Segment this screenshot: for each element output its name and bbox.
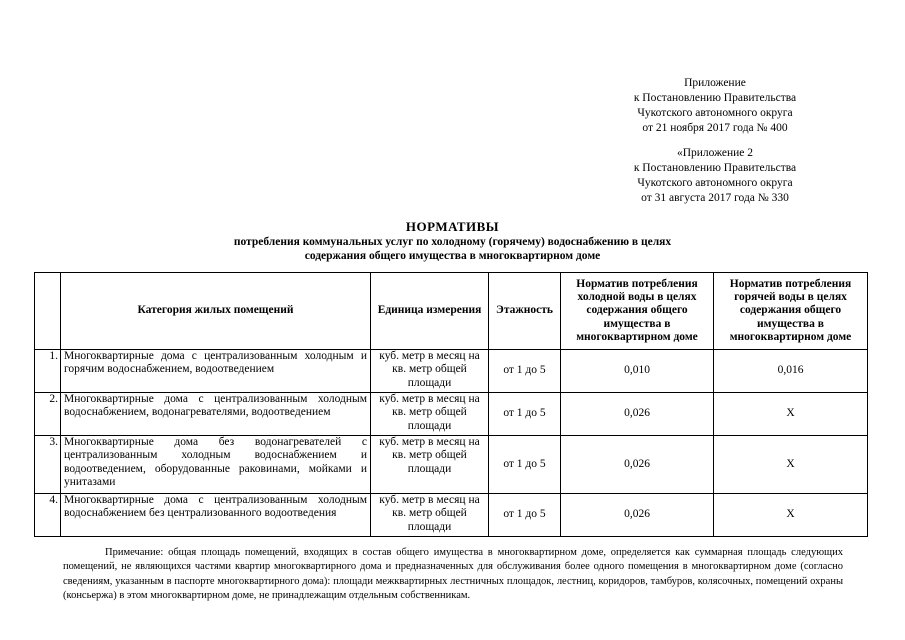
appendix-2-line: от 31 августа 2017 года № 330: [641, 192, 789, 204]
row-hot-water-value: Х: [714, 436, 868, 494]
appendix-2-line: к Постановлению Правительства: [633, 162, 797, 174]
row-category: Многоквартирные дома с централизованным холодным и горячим водоснабжением, водоотведением: [61, 350, 371, 393]
table-row: [35, 494, 868, 537]
row-floors: от 1 до 5: [489, 494, 561, 537]
header-floors: Этажность: [489, 273, 561, 350]
row-number: 1.: [35, 350, 61, 393]
header-hot-water-norm: Норматив потребления горячей воды в целях содержания общего имущества в многоквартирном доме: [714, 273, 868, 350]
row-cold-water-value: 0,010: [561, 350, 714, 393]
appendix-1-line: к Постановлению Правительства: [633, 92, 797, 104]
row-number: 4.: [35, 494, 61, 537]
row-category: Многоквартирные дома с централизованным холодным водоснабжением, водонагревателями, водоотведением: [61, 393, 371, 436]
row-number: 3.: [35, 436, 61, 494]
row-category: Многоквартирные дома с централизованным холодным водоснабжением без централизованного водоотведения: [61, 494, 371, 537]
row-unit: куб. метр в месяц на кв. метр общей площади: [371, 393, 489, 436]
row-floors: от 1 до 5: [489, 350, 561, 393]
row-floors: от 1 до 5: [489, 436, 561, 494]
row-cold-water-value: 0,026: [561, 436, 714, 494]
header-cold-water-norm: Норматив потребления холодной воды в целях содержания общего имущества в многоквартирном доме: [561, 273, 714, 350]
header-unit: Единица измерения: [371, 273, 489, 350]
appendix-1-line: Приложение: [684, 77, 746, 89]
row-floors: от 1 до 5: [489, 393, 561, 436]
row-number: 2.: [35, 393, 61, 436]
row-cold-water-value: 0,026: [561, 393, 714, 436]
document-title: НОРМАТИВЫ: [405, 219, 500, 234]
norms-table: [34, 272, 868, 537]
appendix-2-header: [600, 146, 830, 206]
document-subtitle-line: потребления коммунальных услуг по холодному (горячему) водоснабжению в целях: [233, 236, 672, 248]
table-header-row: [35, 273, 868, 350]
table-note: Примечание: общая площадь помещений, входящих в состав общего имущества в многоквартирном доме, определяется как суммарная площадь следующих помещений, не являющихся частями квартир многоквартирного дома и предназначенных для обслуживания более одного помещения в многоквартирном доме (согласно сведениям, указанным в паспорте многоквартирного дома): площади межквартирных лестничных площадок, лестниц, коридоров, тамбуров, колясочных, помещений охраны (консьержа) в этом многоквартирном доме, не принадлежащим отдельным собственникам.: [63, 547, 843, 601]
appendix-1-line: от 21 ноября 2017 года № 400: [642, 122, 788, 134]
row-cold-water-value: 0,026: [561, 494, 714, 537]
table-row: [35, 436, 868, 494]
header-num: [35, 273, 61, 350]
appendix-1-header: [600, 76, 830, 136]
table-row: [35, 393, 868, 436]
row-unit: куб. метр в месяц на кв. метр общей площади: [371, 436, 489, 494]
row-unit: куб. метр в месяц на кв. метр общей площади: [371, 350, 489, 393]
appendix-2-line: Чукотского автономного округа: [637, 177, 793, 189]
row-hot-water-value: Х: [714, 393, 868, 436]
appendix-1-line: Чукотского автономного округа: [637, 107, 793, 119]
row-hot-water-value: Х: [714, 494, 868, 537]
appendix-2-line: «Приложение 2: [676, 147, 754, 159]
table-row: [35, 350, 868, 393]
row-category: Многоквартирные дома без водонагревателей с централизованным холодным водоснабжением и водоотведением, оборудованные раковинами, мойками и унитазами: [61, 436, 371, 494]
row-unit: куб. метр в месяц на кв. метр общей площади: [371, 494, 489, 537]
header-category: Категория жилых помещений: [61, 273, 371, 350]
row-hot-water-value: 0,016: [714, 350, 868, 393]
document-subtitle-line: содержания общего имущества в многоквартирном доме: [304, 250, 601, 262]
